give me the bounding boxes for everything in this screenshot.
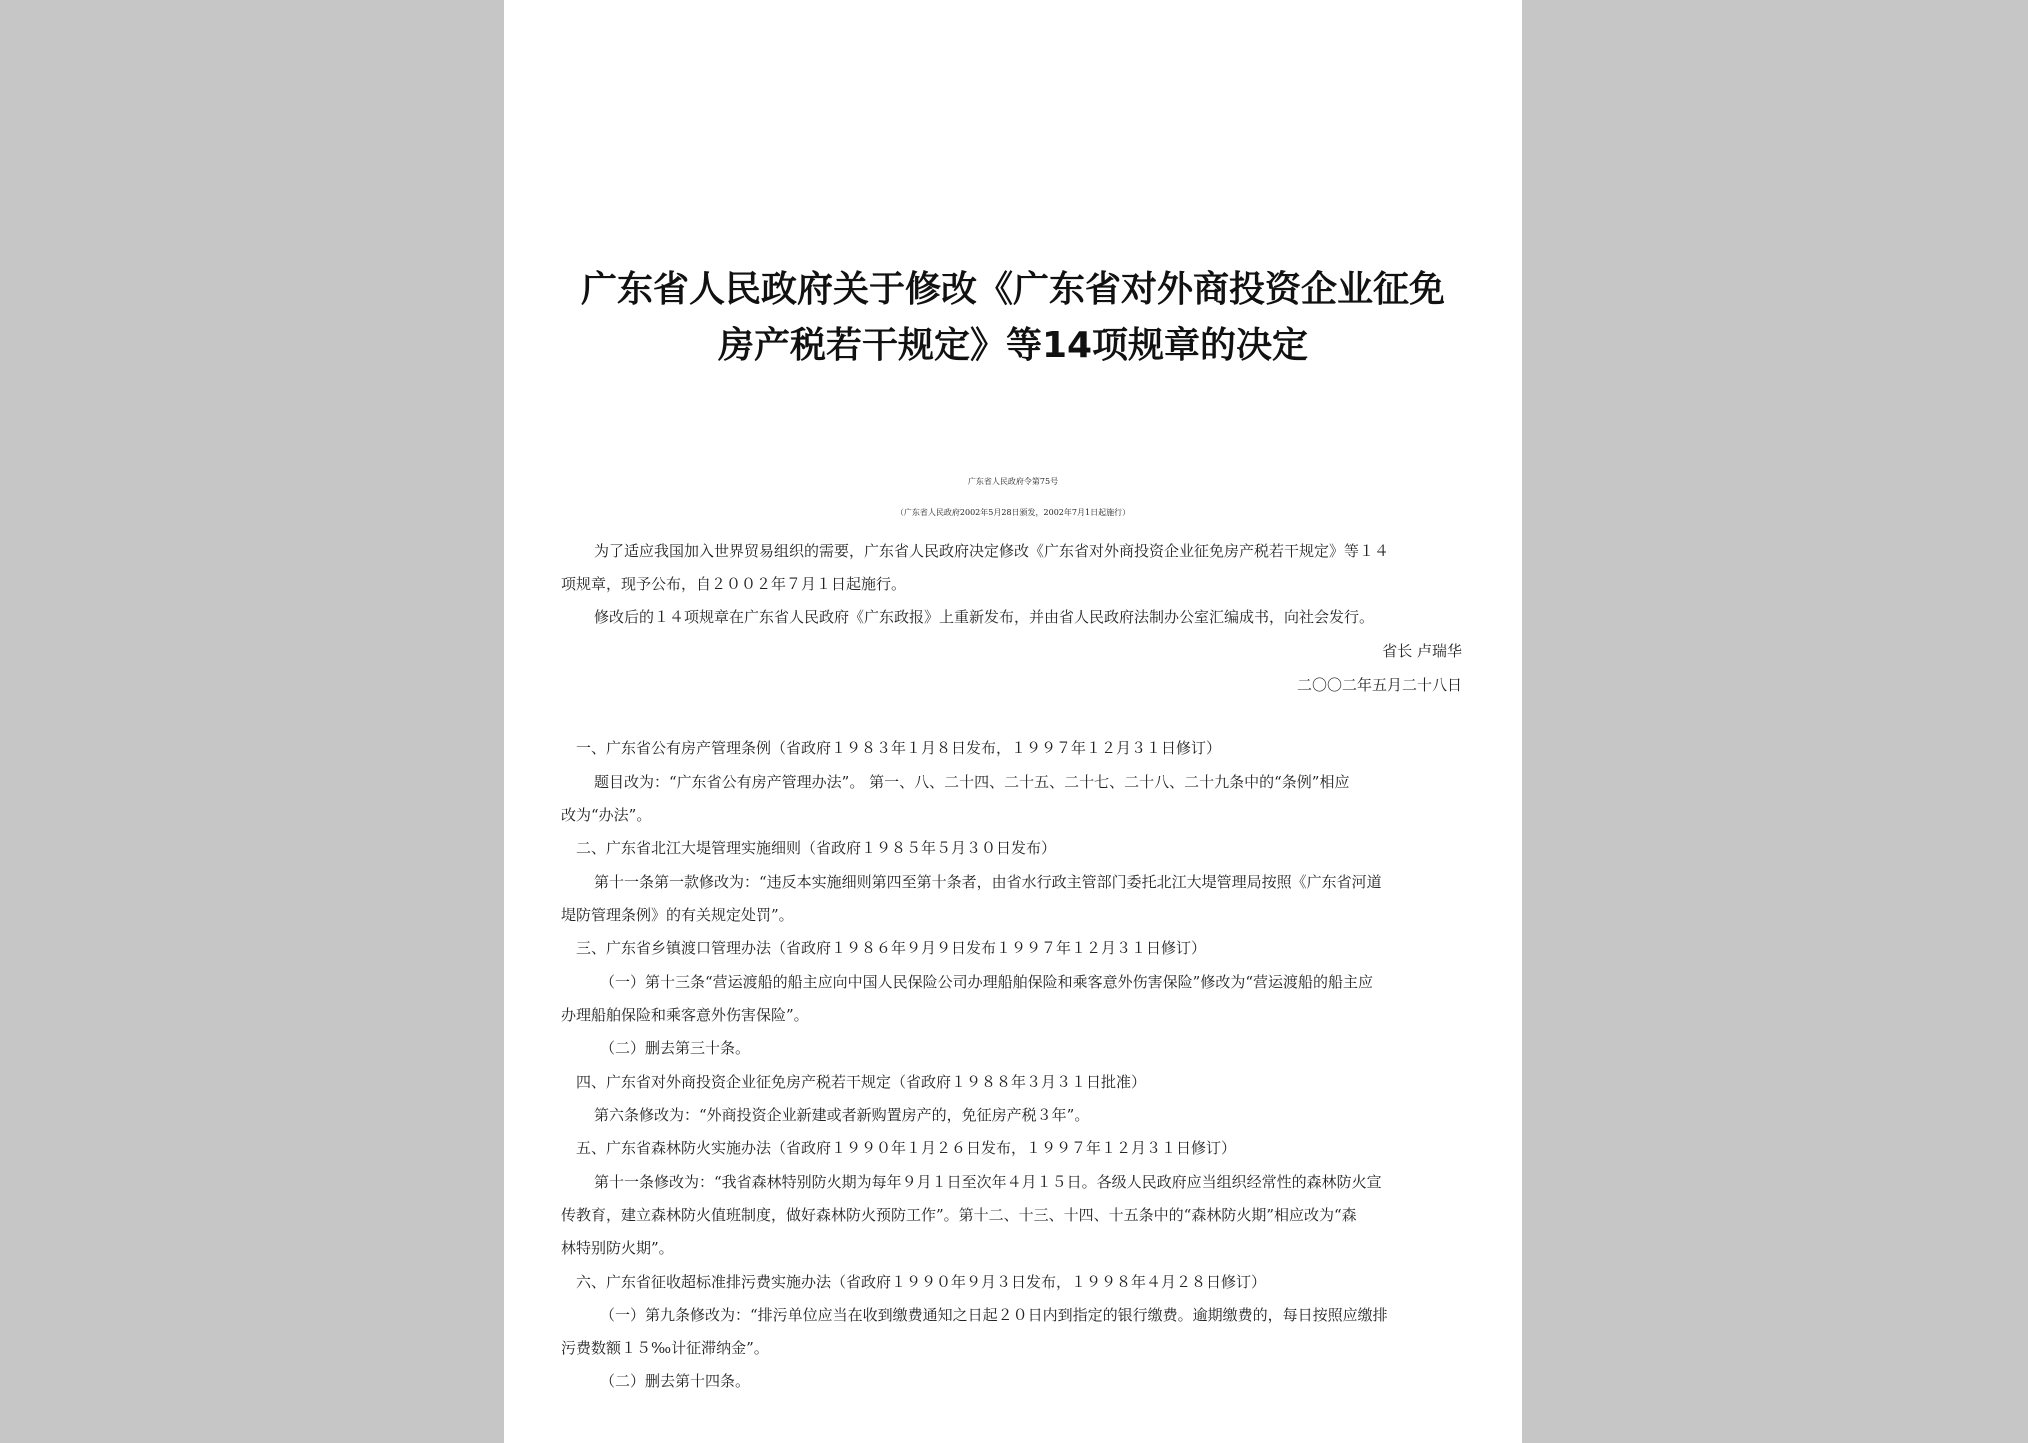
article-1-line-1: 题目改为：“广东省公有房产管理办法”。 第一、八、二十四、二十五、二十七、二十八、二十九条中的“条例”相应 [594, 773, 1350, 791]
title-line-2: 房产税若干规定》等14项规章的决定 [717, 325, 1309, 366]
preamble-line-1: 为了适应我国加入世界贸易组织的需要，广东省人民政府决定修改《广东省对外商投资企业征免房产税若干规定》等１４ [594, 542, 1390, 560]
article-2-line-1: 第十一条第一款修改为：“违反本实施细则第四至第十条者，由省水行政主管部门委托北江大堤管理局按照《广东省河道 [594, 873, 1382, 891]
article-1-heading: 一、广东省公有房产管理条例（省政府１９８３年１月８日发布，１９９７年１２月３１日修订） [576, 739, 1222, 757]
article-5-heading: 五、广东省森林防火实施办法（省政府１９９０年１月２６日发布，１９９７年１２月３１日修订） [576, 1139, 1237, 1157]
article-2-heading: 二、广东省北江大堤管理实施细则（省政府１９８５年５月３０日发布） [576, 839, 1057, 857]
order-number: 广东省人民政府令第75号 [967, 477, 1059, 486]
article-4-line-1: 第六条修改为：“外商投资企业新建或者新购置房产的，免征房产税３年”。 [594, 1106, 1090, 1124]
article-3-heading: 三、广东省乡镇渡口管理办法（省政府１９８６年９月９日发布１９９７年１２月３１日修订） [576, 939, 1207, 957]
document-page [504, 0, 1522, 1443]
article-5-line-3: 林特别防火期”。 [561, 1239, 674, 1257]
article-1-line-2: 改为“办法”。 [561, 806, 652, 824]
article-6-line-1: （一）第九条修改为：“排污单位应当在收到缴费通知之日起２０日内到指定的银行缴费。逾期缴费的，每日按照应缴排 [600, 1306, 1388, 1324]
preamble-line-2: 项规章，现予公布，自２００２年７月１日起施行。 [561, 575, 907, 593]
preamble-paragraph-2: 修改后的１４项规章在广东省人民政府《广东政报》上重新发布，并由省人民政府法制办公室汇编成书，向社会发行。 [594, 608, 1375, 626]
article-3-line-1: （一）第十三条“营运渡船的船主应向中国人民保险公司办理船舶保险和乘客意外伤害保险”修改为“营运渡船的船主应 [600, 973, 1374, 991]
article-5-line-2: 传教育，建立森林防火值班制度，做好森林防火预防工作”。第十二、十三、十四、十五条中的“森林防火期”相应改为“森 [561, 1206, 1357, 1224]
article-6-heading: 六、广东省征收超标准排污费实施办法（省政府１９９０年９月３日发布，１９９８年４月２８日修订） [576, 1273, 1267, 1291]
issue-note: （广东省人民政府2002年5月28日颁发，2002年7月1日起施行） [895, 508, 1131, 517]
article-6-line-2: 污费数额１５‰计征滞纳金”。 [561, 1339, 769, 1357]
article-4-heading: 四、广东省对外商投资企业征免房产税若干规定（省政府１９８８年３月３１日批准） [576, 1073, 1147, 1091]
article-2-line-2: 堤防管理条例》的有关规定处罚”。 [561, 906, 794, 924]
signer: 省长 卢瑞华 [1382, 642, 1462, 660]
article-3-line-2: 办理船舶保险和乘客意外伤害保险”。 [561, 1006, 809, 1024]
article-5-line-1: 第十一条修改为：“我省森林特别防火期为每年９月１日至次年４月１５日。各级人民政府应当组织经常性的森林防火宣 [594, 1173, 1382, 1191]
title-line-1: 广东省人民政府关于修改《广东省对外商投资企业征免 [580, 269, 1445, 310]
document-title [564, 262, 1462, 374]
article-6-line-3: （二）删去第十四条。 [600, 1372, 751, 1390]
sign-date: 二〇〇二年五月二十八日 [1296, 676, 1462, 694]
article-3-line-3: （二）删去第三十条。 [600, 1039, 751, 1057]
